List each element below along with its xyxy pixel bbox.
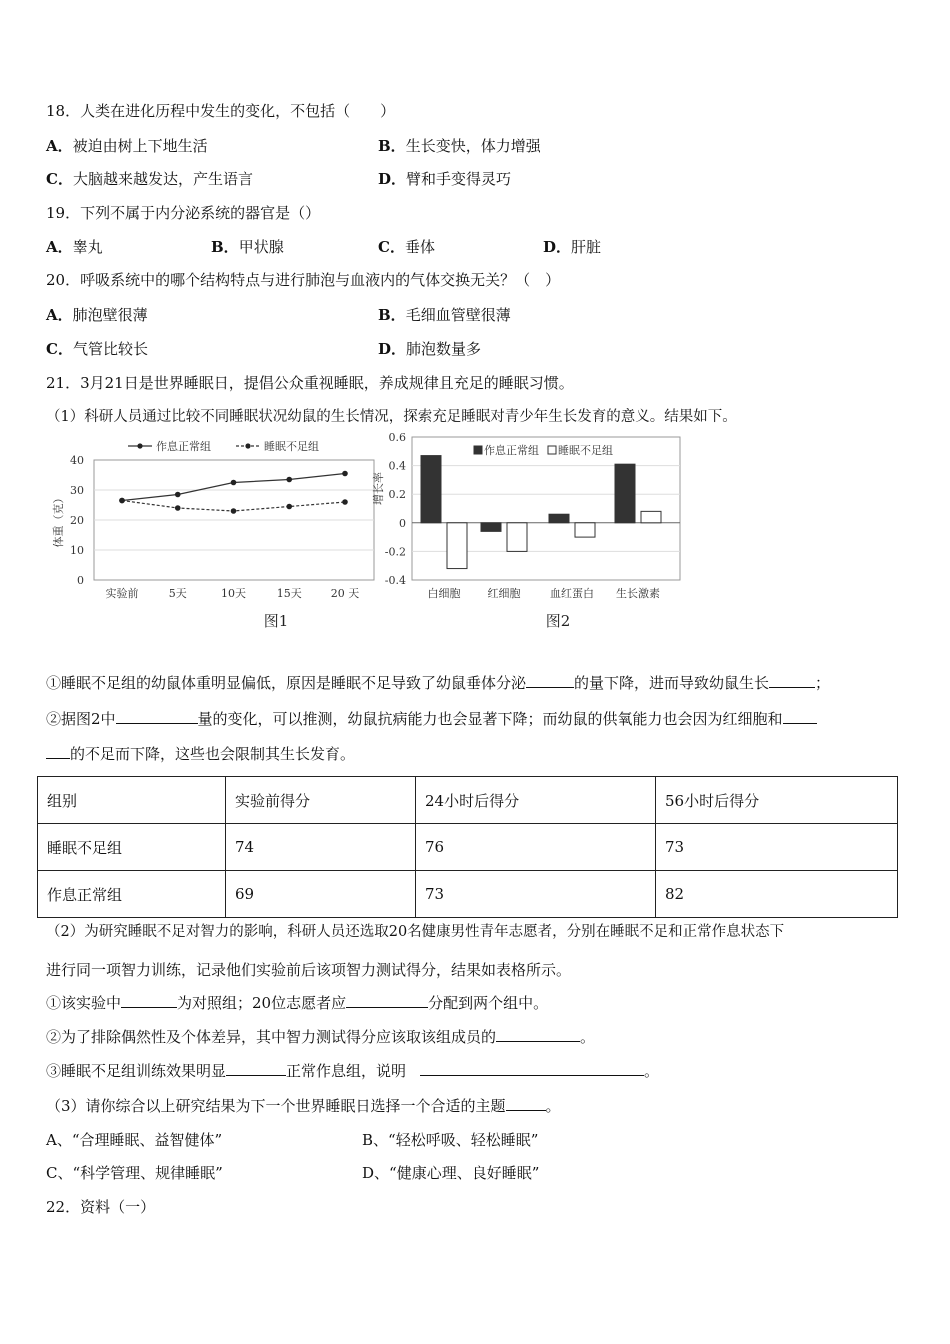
bar-sleep-deprived (641, 511, 661, 522)
figure-caption: 图1 (263, 612, 289, 630)
legend-label: 睡眠不足组 (558, 444, 613, 457)
x-tick-label: 20 天 (330, 587, 360, 600)
x-tick-label: 15天 (276, 587, 302, 600)
answer-blank[interactable] (783, 709, 817, 724)
answer-blank[interactable] (526, 673, 574, 688)
x-tick-label: 实验前 (105, 587, 139, 600)
answer-blank[interactable] (506, 1096, 546, 1111)
table-header-cell: 24小时后得分 (416, 777, 656, 824)
table-cell: 作息正常组 (38, 871, 226, 918)
legend-label: 作息正常组 (156, 440, 211, 453)
q20-option-d[interactable]: D．肺泡数量多 (378, 340, 482, 358)
data-point (342, 499, 348, 505)
y-tick-label: 0.2 (388, 488, 406, 502)
q21-part2-line2: 进行同一项智力训练，记录他们实验前后该项智力测试得分，结果如表格所示。 (46, 961, 572, 979)
answer-blank[interactable] (116, 709, 198, 724)
bar-normal (481, 523, 501, 532)
data-point (231, 480, 237, 486)
legend-swatch (474, 446, 482, 454)
y-tick-label: 20 (70, 514, 84, 527)
y-tick-label: 0.6 (388, 432, 406, 444)
q20-stem: 20．呼吸系统中的哪个结构特点与进行肺泡与血液内的气体交换无关？（ ） (46, 271, 561, 289)
q21-part3-option-b[interactable]: B、“轻松呼吸、轻松睡眠” (362, 1131, 539, 1149)
q18-option-d[interactable]: D．臂和手变得灵巧 (378, 170, 512, 188)
data-point (175, 505, 181, 511)
table-header-row (38, 777, 898, 824)
table-cell: 69 (226, 871, 416, 918)
data-point (342, 471, 348, 477)
answer-blank[interactable] (46, 744, 70, 759)
series-line-normal (122, 474, 345, 501)
x-tick-label: 10天 (221, 587, 246, 600)
table-header-cell: 组别 (38, 777, 226, 824)
y-tick-label: 0.4 (388, 459, 406, 473)
table-cell: 76 (416, 824, 656, 871)
q21-part3-option-a[interactable]: A、“合理睡眠、益智健体” (46, 1131, 223, 1149)
y-tick-label: -0.4 (384, 574, 406, 587)
bar-normal (615, 464, 635, 523)
y-tick-label: -0.2 (384, 545, 406, 559)
q18-option-a[interactable]: A．被迫由树上下地生活 (46, 137, 208, 155)
q21-part2-sub2: ②为了排除偶然性及个体差异，其中智力测试得分应该取该组成员的 。 (46, 1028, 596, 1046)
x-tick-label: 红细胞 (487, 587, 521, 600)
figure-1-line-chart (40, 432, 380, 637)
table-cell: 82 (656, 871, 898, 918)
bar-sleep-deprived (507, 523, 527, 552)
x-tick-label: 5天 (168, 587, 187, 600)
data-point (175, 492, 181, 498)
q21-part2-line1: （2）为研究睡眠不足对智力的影响，科研人员还选取20名健康男性青年志愿者，分别在睡眠不足和正常作息状态下 (46, 924, 785, 940)
q18-option-c[interactable]: C．大脑越来越发达，产生语言 (46, 170, 253, 188)
x-tick-label: 白细胞 (427, 587, 461, 600)
table-cell: 73 (656, 824, 898, 871)
answer-blank[interactable] (226, 1061, 286, 1076)
table-header-cell: 实验前得分 (226, 777, 416, 824)
q21-part2-sub1: ①该实验中 为对照组；20位志愿者应 分配到两个组中。 (46, 994, 549, 1012)
table-cell: 睡眠不足组 (38, 824, 226, 871)
data-point (286, 504, 292, 510)
q21-stem: 21．3月21日是世界睡眠日，提倡公众重视睡眠，养成规律且充足的睡眠习惯。 (46, 374, 574, 392)
x-tick-label: 血红蛋白 (550, 587, 594, 600)
answer-blank[interactable] (496, 1027, 580, 1042)
answer-blank[interactable] (420, 1061, 644, 1076)
q19-option-d[interactable]: D．肝脏 (543, 238, 602, 256)
legend-marker (137, 443, 142, 448)
y-tick-label: 0 (399, 516, 406, 530)
legend-label: 作息正常组 (484, 444, 539, 457)
score-table (37, 776, 898, 918)
q22-stem: 22．资料（一） (46, 1198, 156, 1216)
data-point (231, 508, 237, 514)
q19-stem: 19．下列不属于内分泌系统的器官是（） (46, 204, 321, 222)
q20-option-c[interactable]: C．气管比较长 (46, 340, 148, 358)
answer-blank[interactable] (346, 993, 428, 1008)
answer-blank[interactable] (121, 993, 177, 1008)
q19-option-c[interactable]: C．垂体 (378, 238, 435, 256)
legend-marker (245, 443, 250, 448)
q21-sub2-cont: 的不足而下降，这些也会限制其生长发育。 (46, 744, 355, 764)
y-tick-label: 40 (70, 454, 84, 467)
legend-label: 睡眠不足组 (264, 440, 319, 453)
table-row (38, 871, 898, 918)
table-cell: 73 (416, 871, 656, 918)
y-tick-label: 30 (70, 484, 84, 497)
data-point (286, 477, 292, 483)
table-header-cell: 56小时后得分 (656, 777, 898, 824)
bar-normal (421, 456, 441, 523)
q21-sub1: ①睡眠不足组的幼鼠体重明显偏低，原因是睡眠不足导致了幼鼠垂体分泌 的量下降，进而导致幼鼠生长 ； (46, 674, 831, 692)
q18-stem: 18．人类在进化历程中发生的变化，不包括（ ） (46, 102, 396, 120)
table-row (38, 824, 898, 871)
bar-sleep-deprived (447, 523, 467, 569)
legend-swatch (548, 446, 556, 454)
table-cell: 74 (226, 824, 416, 871)
y-axis-label: 体重（克） (52, 492, 65, 548)
q21-part3-option-c[interactable]: C、“科学管理、规律睡眠” (46, 1164, 223, 1182)
bar-normal (549, 514, 569, 523)
q19-option-b[interactable]: B．甲状腺 (211, 238, 284, 256)
figure-caption: 图2 (545, 612, 571, 630)
q21-sub2: ②据图2中 量的变化，可以推测，幼鼠抗病能力也会显著下降；而幼鼠的供氧能力也会因为红细胞和 (46, 709, 817, 729)
q21-part3: （3）请你综合以上研究结果为下一个世界睡眠日选择一个合适的主题 。 (46, 1097, 561, 1115)
q18-option-b[interactable]: B．生长变快，体力增强 (378, 137, 541, 155)
q21-part1-text: （1）科研人员通过比较不同睡眠状况幼鼠的生长情况，探索充足睡眠对青少年生长发育的意义。结果如下。 (46, 409, 737, 425)
q21-part3-option-d[interactable]: D、“健康心理、良好睡眠” (362, 1164, 540, 1182)
x-tick-label: 生长激素 (616, 587, 660, 600)
q19-option-a[interactable]: A．睾丸 (46, 238, 103, 256)
data-point (119, 498, 125, 504)
bar-sleep-deprived (575, 523, 595, 537)
y-tick-label: 0 (77, 574, 84, 587)
q21-part2-sub3: ③睡眠不足组训练效果明显 正常作息组，说明 。 (46, 1062, 660, 1080)
y-axis-label: 增长率 (372, 472, 385, 505)
q20-option-b[interactable]: B．毛细血管壁很薄 (378, 306, 511, 324)
figure-2-bar-chart (362, 432, 692, 637)
y-tick-label: 10 (70, 544, 84, 557)
answer-blank[interactable] (769, 673, 815, 688)
q20-option-a[interactable]: A．肺泡壁很薄 (46, 306, 148, 324)
